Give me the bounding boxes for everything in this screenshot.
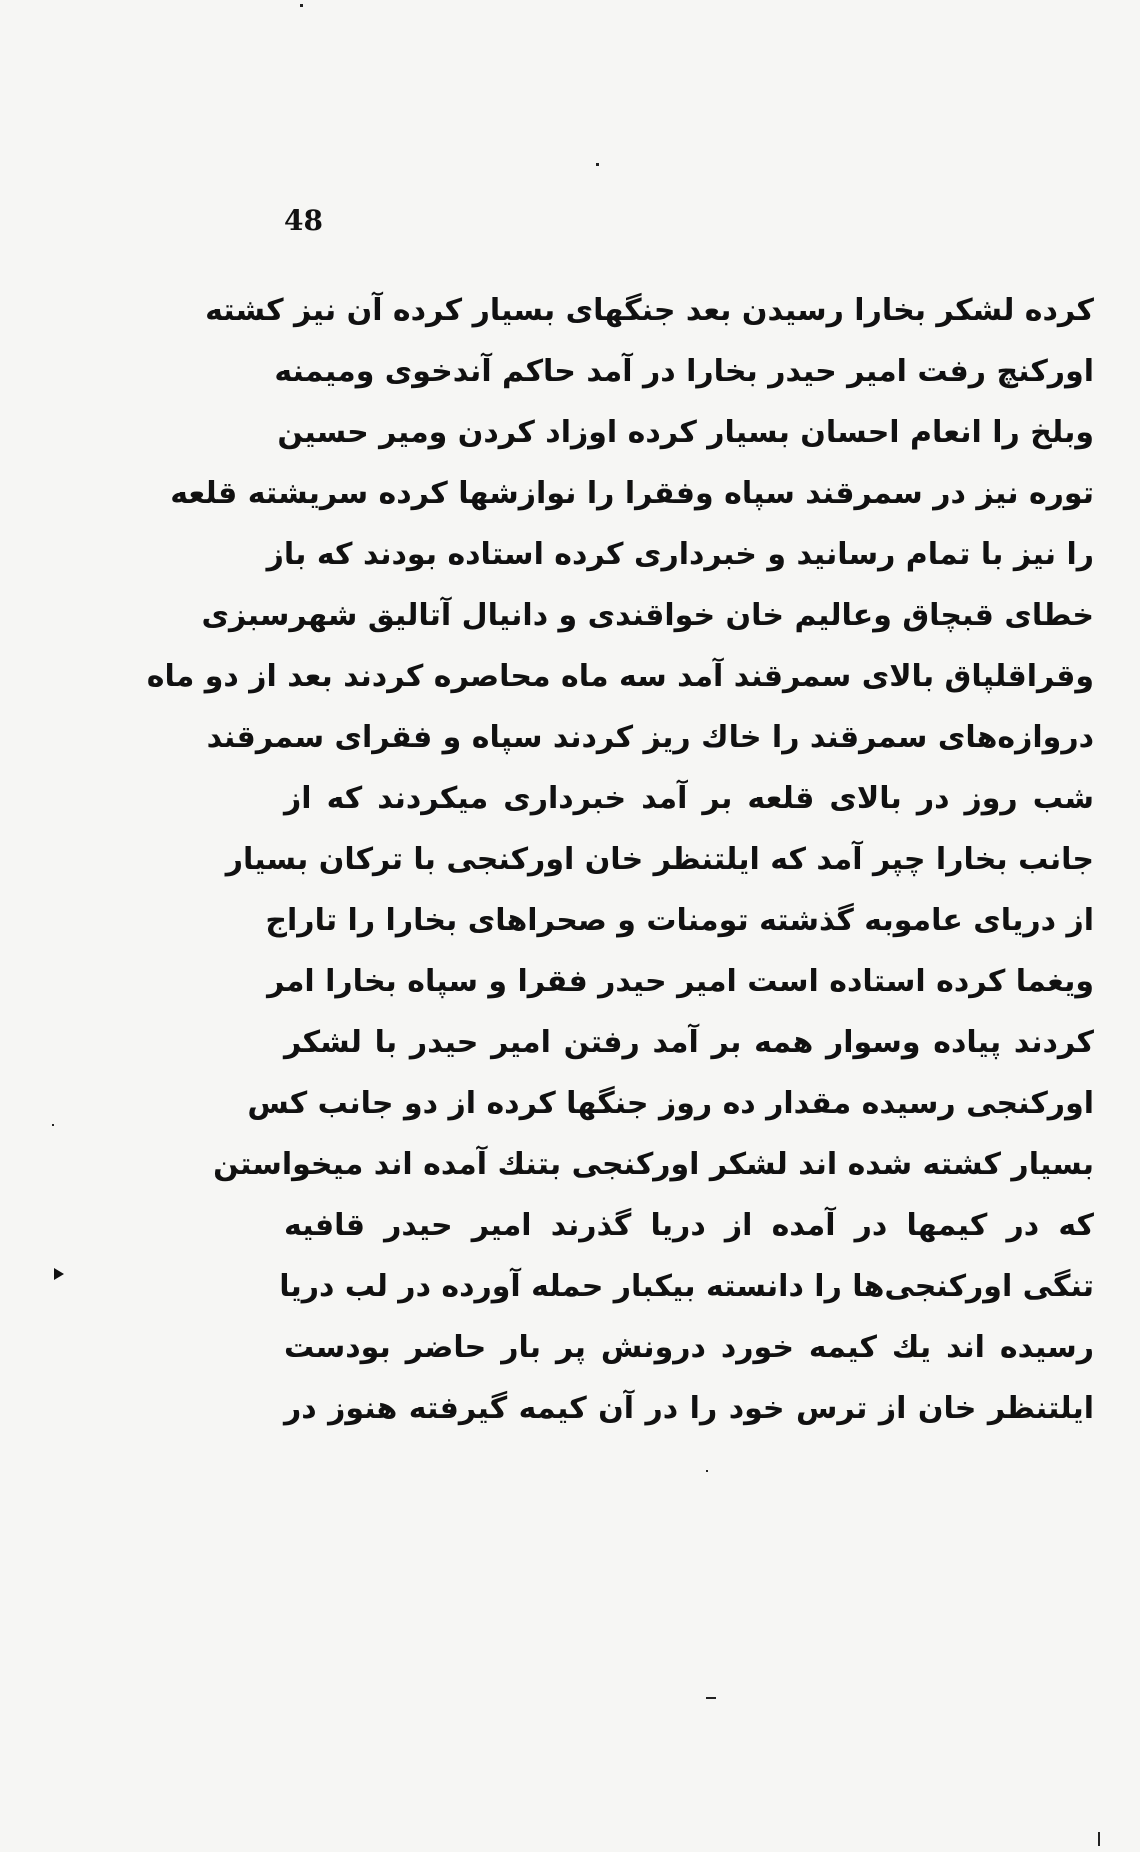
text-line: رسیده اند یك کیمه خورد درونش پر بار حاضر بودست	[284, 1330, 1094, 1365]
text-line: از دریای عاموبه گذشته تومنات و صحراهای بخارا را تاراج	[265, 903, 1094, 938]
scan-speck	[300, 4, 303, 7]
text-line: شب روز در بالای قلعه بر آمد خبرداری میکردند که از	[284, 781, 1094, 816]
text-line: خطای قبچاق وعالیم خان خواقندی و دانیال آتالیق شهرسبزی	[201, 598, 1094, 633]
text-line: بسیار کشته شده اند لشکر اورکنجی بتنك آمده اند میخواستن	[213, 1147, 1094, 1182]
text-line: جانب بخارا چپر آمد که ایلتنظر خان اورکنجی با ترکان بسیار	[225, 842, 1094, 877]
body-text	[146, 280, 1094, 1439]
scan-speck	[596, 163, 599, 166]
text-line: کرده لشکر بخارا رسیدن بعد جنگهای بسیار کرده آن نیز کشته	[205, 293, 1094, 328]
text-line: وقراقلپاق بالای سمرقند آمد سه ماه محاصره کردند بعد از دو ماه	[146, 659, 1094, 694]
text-line: کردند پیاده وسوار همه بر آمد رفتن امیر حیدر با لشکر	[284, 1025, 1094, 1060]
text-line: دروازه‌های سمرقند را خاك ریز کردند سپاه و فقرای سمرقند	[206, 720, 1094, 755]
text-line: وبلخ را انعام احسان بسیار کرده اوزاد کردن ومیر حسین	[277, 415, 1094, 450]
text-line: توره نیز در سمرقند سپاه وفقرا را نوازشها کرده سریشته قلعه	[170, 476, 1094, 511]
text-line: ویغما کرده استاده است امیر حیدر فقرا و سپاه بخارا امر	[267, 964, 1094, 999]
scan-speck	[706, 1470, 708, 1472]
page-number: 48	[284, 204, 323, 237]
text-line: اورکنجی رسیده مقدار ده روز جنگها کرده از دو جانب کس	[247, 1086, 1094, 1121]
text-line: اورکنچ رفت امیر حیدر بخارا در آمد حاکم آندخوی ومیمنه	[274, 354, 1094, 389]
text-line: که در کیمها در آمده از دریا گذرند امیر حیدر قافیه	[284, 1208, 1094, 1243]
text-line: را نیز با تمام رسانید و خبرداری کرده استاده بودند که باز	[266, 537, 1094, 572]
scan-speck	[1098, 1832, 1100, 1846]
scan-speck	[706, 1697, 716, 1699]
text-line: تنگی اورکنجی‌ها را دانسته بیکبار حمله آورده در لب دریا	[279, 1269, 1094, 1304]
scan-arrow-mark	[54, 1268, 64, 1280]
text-line: ایلتنظر خان از ترس خود را در آن کیمه گیرفته هنوز در	[284, 1391, 1094, 1426]
scan-speck	[52, 1124, 54, 1126]
